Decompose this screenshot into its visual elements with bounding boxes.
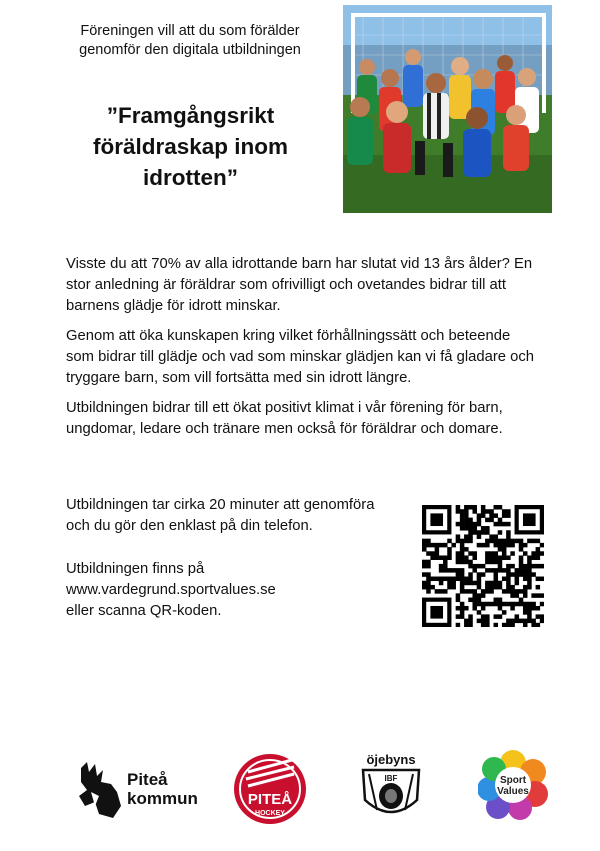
hockey-sub: HOCKEY xyxy=(255,810,285,817)
sport-values-logo xyxy=(478,750,548,820)
paragraph-statistic: Visste du att 70% av alla idrottande barn har slutat vid 13 års ålder? En stor anledning är föräldrar som ofrivilligt och ovetandes bidrar till att barnens glädje för idrott minskar. xyxy=(66,256,533,314)
hero-photo xyxy=(343,5,552,213)
intro-line-1: Föreningen vill att du som förälder xyxy=(80,23,300,39)
paragraph-climate: Utbildningen bidrar till ett ökat positivt klimat i vår förening för barn, ungdomar, ledare och tränare men också för föräldrar och domare. xyxy=(66,400,503,437)
sv-line-2: Values xyxy=(497,786,529,797)
headline-line-2: föräldraskap inom xyxy=(92,134,289,159)
headline xyxy=(58,100,323,193)
intro-text xyxy=(50,22,330,60)
qr-code[interactable] xyxy=(422,505,544,627)
intro-line-2: genomför den digitala utbildningen xyxy=(79,42,301,58)
kommun-name: kommun xyxy=(127,789,198,808)
info-block xyxy=(66,495,396,644)
sportvalues-link[interactable]: www.vardegrund.sportvalues.se xyxy=(66,582,276,598)
ojebyn-abbr: IBF xyxy=(384,774,398,783)
availability-line-3: eller scanna QR-koden. xyxy=(66,603,222,619)
availability-text xyxy=(66,559,396,622)
hockey-name: PITEÅ xyxy=(247,791,293,808)
ojebyn-crest-icon xyxy=(355,752,427,824)
duration-text: Utbildningen tar cirka 20 minuter att genomföra och du gör den enklast på din telefon. xyxy=(66,497,375,534)
availability-line-1: Utbildningen finns på xyxy=(66,561,205,577)
pitea-name: Piteå xyxy=(127,770,168,789)
hockey-crest-icon xyxy=(232,752,308,826)
ojebyns-ibf-logo xyxy=(355,752,427,824)
pitea-hockey-logo xyxy=(232,752,308,826)
pitea-kommun-logo xyxy=(77,762,197,818)
headline-line-1: ”Framgångsrikt xyxy=(106,103,275,128)
headline-line-3: idrotten” xyxy=(143,165,238,190)
sv-line-1: Sport xyxy=(499,775,527,786)
ojebyn-name: öjebyns xyxy=(366,752,416,767)
sport-values-flower-icon xyxy=(478,750,548,820)
qr-code-icon xyxy=(422,505,544,627)
paragraph-knowledge: Genom att öka kunskapen kring vilket förhållningssätt och beteende som bidrar till glädje och vad som minskar glädjen kan vi få gladare och tryggare barn, som vill fortsätta med sin idrott längre. xyxy=(66,328,534,386)
reindeer-head-icon xyxy=(77,762,125,818)
body-text xyxy=(66,254,536,449)
